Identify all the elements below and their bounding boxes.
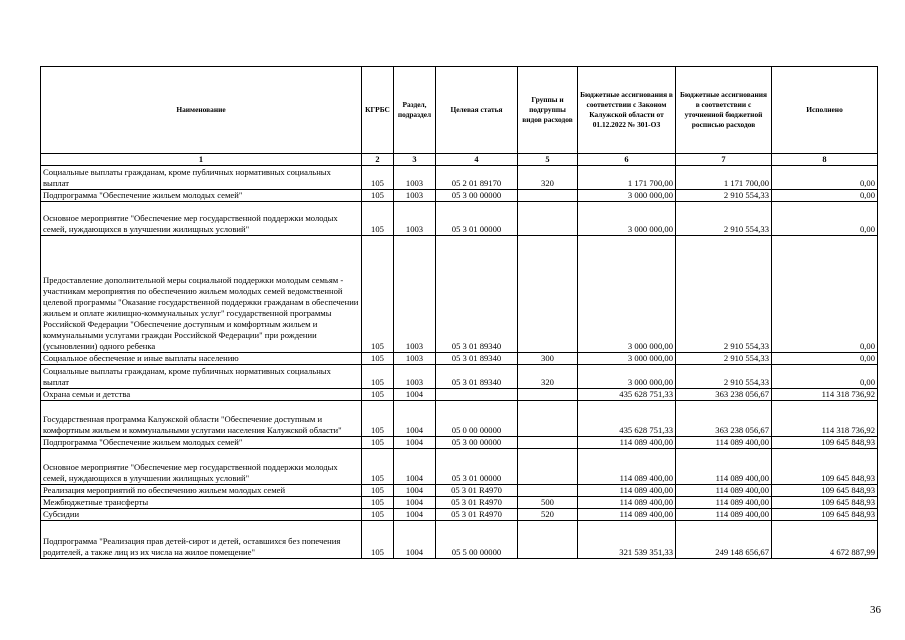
col-number: 5 (518, 154, 578, 166)
cell-law: 114 089 400,00 (578, 437, 676, 449)
cell-refined: 2 910 554,33 (676, 365, 772, 389)
cell-law: 3 000 000,00 (578, 353, 676, 365)
cell-refined: 114 089 400,00 (676, 497, 772, 509)
cell-refined: 2 910 554,33 (676, 353, 772, 365)
cell-kgrbs: 105 (362, 389, 394, 401)
cell-executed: 114 318 736,92 (772, 401, 878, 437)
cell-name: Социальные выплаты гражданам, кроме публичных нормативных социальных выплат (41, 166, 362, 190)
cell-refined: 114 089 400,00 (676, 485, 772, 497)
col-number: 7 (676, 154, 772, 166)
cell-kgrbs: 105 (362, 190, 394, 202)
cell-executed: 0,00 (772, 202, 878, 236)
cell-target: 05 5 00 00000 (436, 521, 518, 559)
header-executed: Исполнено (772, 67, 878, 154)
cell-section: 1004 (394, 389, 436, 401)
cell-law: 114 089 400,00 (578, 485, 676, 497)
table-row (41, 521, 878, 559)
cell-law: 435 628 751,33 (578, 401, 676, 437)
cell-executed: 114 318 736,92 (772, 389, 878, 401)
cell-refined: 114 089 400,00 (676, 437, 772, 449)
cell-executed: 109 645 848,93 (772, 509, 878, 521)
cell-kgrbs: 105 (362, 202, 394, 236)
table-row (41, 166, 878, 190)
cell-group (518, 190, 578, 202)
cell-target: 05 3 01 R4970 (436, 485, 518, 497)
cell-target: 05 3 01 00000 (436, 449, 518, 485)
cell-section: 1004 (394, 497, 436, 509)
table-row (41, 365, 878, 389)
cell-section: 1003 (394, 365, 436, 389)
table-row (41, 401, 878, 437)
table-row (41, 437, 878, 449)
cell-group (518, 521, 578, 559)
cell-kgrbs: 105 (362, 449, 394, 485)
table-row (41, 509, 878, 521)
cell-target: 05 3 00 00000 (436, 190, 518, 202)
cell-law: 321 539 351,33 (578, 521, 676, 559)
col-number: 1 (41, 154, 362, 166)
cell-group: 500 (518, 497, 578, 509)
header-refined: Бюджетные ассигнования в соответствии с уточненной бюджетной росписью расходов (676, 67, 772, 154)
budget-table (40, 66, 878, 559)
cell-section: 1003 (394, 190, 436, 202)
cell-kgrbs: 105 (362, 497, 394, 509)
cell-target: 05 3 00 00000 (436, 437, 518, 449)
cell-group (518, 485, 578, 497)
cell-name: Межбюджетные трансферты (41, 497, 362, 509)
cell-section: 1003 (394, 236, 436, 353)
cell-refined: 2 910 554,33 (676, 190, 772, 202)
table-row (41, 190, 878, 202)
cell-refined: 363 238 056,67 (676, 401, 772, 437)
cell-group (518, 449, 578, 485)
cell-refined: 1 171 700,00 (676, 166, 772, 190)
cell-section: 1004 (394, 521, 436, 559)
cell-executed: 109 645 848,93 (772, 449, 878, 485)
cell-name: Предоставление дополнительной меры социальной поддержки молодым семьям - участникам мероприятия по обеспечению жильем молодых семей ведомственной целевой программы "Оказание государственной поддержки гражданам в обеспечении жильем и оплате жилищно-коммунальных услуг" государственной программы Российской Федерации "Обеспечение доступным и комфортным жильем и коммунальными услугами граждан Российской Федерации" при рождении (усыновлении) одного ребенка (41, 236, 362, 353)
cell-executed: 109 645 848,93 (772, 437, 878, 449)
header-name: Наименование (41, 67, 362, 154)
cell-target: 05 3 01 R4970 (436, 497, 518, 509)
cell-kgrbs: 105 (362, 365, 394, 389)
cell-section: 1003 (394, 166, 436, 190)
cell-target (436, 389, 518, 401)
cell-section: 1003 (394, 353, 436, 365)
header-target: Целевая статья (436, 67, 518, 154)
cell-group (518, 236, 578, 353)
cell-section: 1004 (394, 401, 436, 437)
cell-refined: 114 089 400,00 (676, 449, 772, 485)
cell-name: Государственная программа Калужской области "Обеспечение доступным и комфортным жильем и коммунальными услугами населения Калужской области" (41, 401, 362, 437)
cell-target: 05 3 01 89340 (436, 353, 518, 365)
col-number: 4 (436, 154, 518, 166)
table-row (41, 236, 878, 353)
cell-executed: 4 672 887,99 (772, 521, 878, 559)
cell-group (518, 401, 578, 437)
cell-section: 1003 (394, 202, 436, 236)
cell-executed: 0,00 (772, 190, 878, 202)
cell-kgrbs: 105 (362, 166, 394, 190)
header-law: Бюджетные ассигнования в соответствии с Законом Калужской области от 01.12.2022 № 301-ОЗ (578, 67, 676, 154)
cell-refined: 363 238 056,67 (676, 389, 772, 401)
cell-name: Охрана семьи и детства (41, 389, 362, 401)
cell-group (518, 389, 578, 401)
cell-group (518, 437, 578, 449)
table-row (41, 202, 878, 236)
cell-section: 1004 (394, 485, 436, 497)
cell-refined: 114 089 400,00 (676, 509, 772, 521)
cell-kgrbs: 105 (362, 401, 394, 437)
cell-group: 300 (518, 353, 578, 365)
cell-group: 320 (518, 365, 578, 389)
cell-target: 05 0 00 00000 (436, 401, 518, 437)
cell-name: Субсидии (41, 509, 362, 521)
col-number: 3 (394, 154, 436, 166)
col-number: 2 (362, 154, 394, 166)
cell-law: 114 089 400,00 (578, 509, 676, 521)
cell-law: 114 089 400,00 (578, 449, 676, 485)
cell-name: Подпрограмма "Обеспечение жильем молодых семей" (41, 190, 362, 202)
cell-law: 435 628 751,33 (578, 389, 676, 401)
cell-refined: 2 910 554,33 (676, 202, 772, 236)
cell-executed: 0,00 (772, 236, 878, 353)
cell-executed: 0,00 (772, 365, 878, 389)
cell-law: 1 171 700,00 (578, 166, 676, 190)
cell-law: 114 089 400,00 (578, 497, 676, 509)
cell-refined: 249 148 656,67 (676, 521, 772, 559)
cell-target: 05 3 01 89340 (436, 365, 518, 389)
cell-group: 320 (518, 166, 578, 190)
table-row (41, 485, 878, 497)
cell-target: 05 3 01 R4970 (436, 509, 518, 521)
header-kgrbs: КГРБС (362, 67, 394, 154)
col-number: 6 (578, 154, 676, 166)
cell-kgrbs: 105 (362, 485, 394, 497)
cell-target: 05 3 01 00000 (436, 202, 518, 236)
cell-refined: 2 910 554,33 (676, 236, 772, 353)
cell-name: Подпрограмма "Обеспечение жильем молодых семей" (41, 437, 362, 449)
cell-law: 3 000 000,00 (578, 190, 676, 202)
cell-section: 1004 (394, 449, 436, 485)
cell-group: 520 (518, 509, 578, 521)
table-row (41, 497, 878, 509)
cell-executed: 0,00 (772, 166, 878, 190)
cell-name: Реализация мероприятий по обеспечению жильем молодых семей (41, 485, 362, 497)
cell-target: 05 3 01 89340 (436, 236, 518, 353)
cell-executed: 109 645 848,93 (772, 497, 878, 509)
col-number: 8 (772, 154, 878, 166)
header-groups: Группы и подгруппы видов расходов (518, 67, 578, 154)
cell-kgrbs: 105 (362, 521, 394, 559)
cell-section: 1004 (394, 509, 436, 521)
cell-name: Подпрограмма "Реализация прав детей-сирот и детей, оставшихся без попечения родителей, а также лиц из их числа на жилое помещение" (41, 521, 362, 559)
cell-group (518, 202, 578, 236)
cell-law: 3 000 000,00 (578, 365, 676, 389)
table-row (41, 449, 878, 485)
cell-executed: 109 645 848,93 (772, 485, 878, 497)
table-row (41, 353, 878, 365)
cell-name: Основное мероприятие "Обеспечение мер государственной поддержки молодых семей, нуждающихся в улучшении жилищных условий" (41, 202, 362, 236)
cell-kgrbs: 105 (362, 437, 394, 449)
cell-kgrbs: 105 (362, 236, 394, 353)
page-number: 36 (870, 604, 881, 616)
cell-kgrbs: 105 (362, 353, 394, 365)
cell-section: 1004 (394, 437, 436, 449)
cell-law: 3 000 000,00 (578, 202, 676, 236)
cell-executed: 0,00 (772, 353, 878, 365)
cell-name: Социальные выплаты гражданам, кроме публичных нормативных социальных выплат (41, 365, 362, 389)
cell-law: 3 000 000,00 (578, 236, 676, 353)
cell-target: 05 2 01 89170 (436, 166, 518, 190)
header-section: Раздел, подраздел (394, 67, 436, 154)
cell-kgrbs: 105 (362, 509, 394, 521)
cell-name: Основное мероприятие "Обеспечение мер государственной поддержки молодых семей, нуждающихся в улучшении жилищных условий" (41, 449, 362, 485)
table-row (41, 389, 878, 401)
cell-name: Социальное обеспечение и иные выплаты населению (41, 353, 362, 365)
